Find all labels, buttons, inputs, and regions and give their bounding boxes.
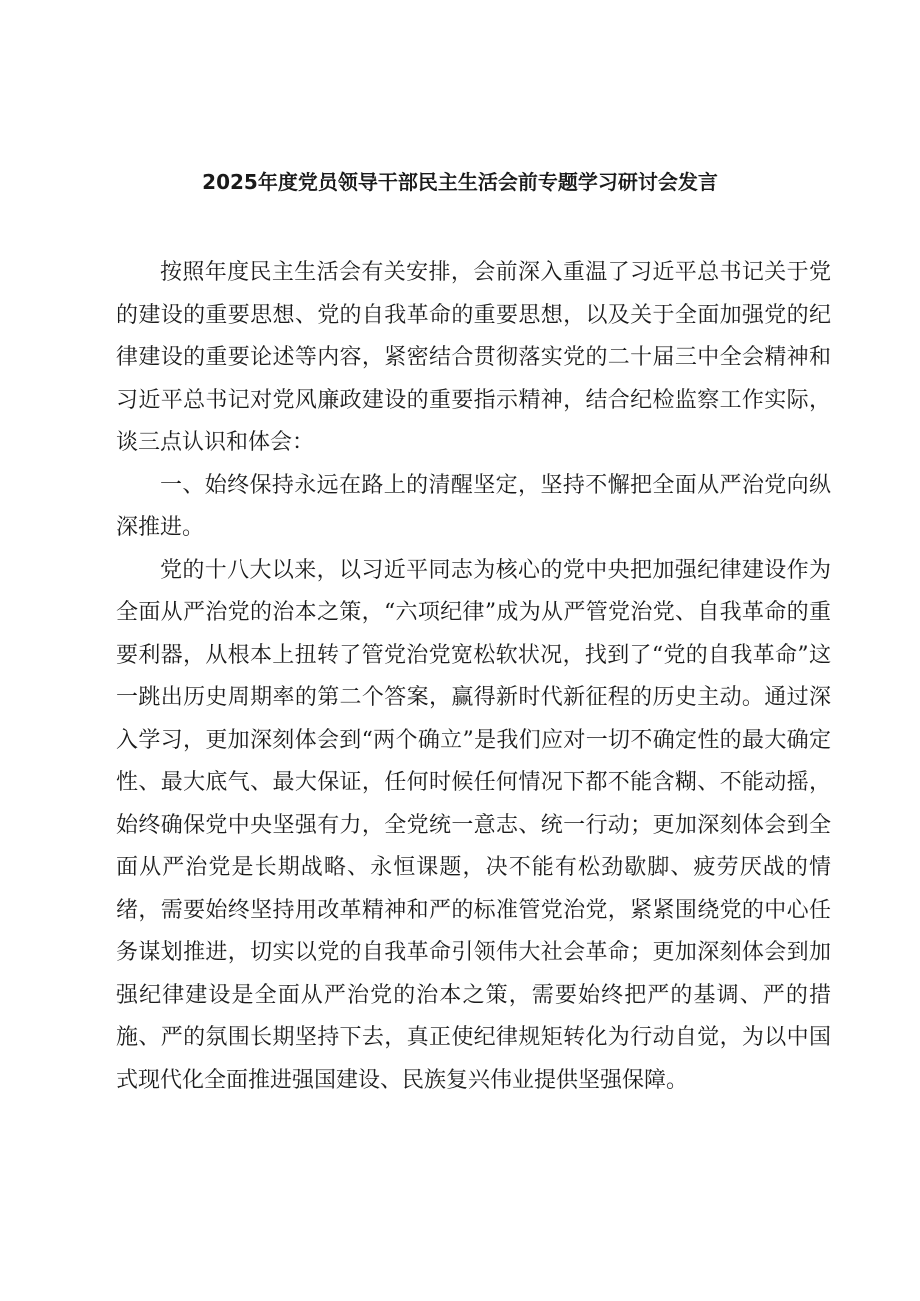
document-title: 2025年度党员领导干部民主生活会前专题学习研讨会发言 [202, 170, 718, 194]
paragraph-intro: 按照年度民主生活会有关安排，会前深入重温了习近平总书记关于党的建设的重要思想、党的自我革命的重要思想，以及关于全面加强党的纪律建设的重要论述等内容，紧密结合贯彻落实党的二十届三中全会精神和习近平总书记对党风廉政建设的重要指示精神，结合纪检监察工作实际，谈三点认识和体会： [116, 260, 831, 455]
paragraph-section-heading-1: 一、始终保持永远在路上的清醒坚定，坚持不懈把全面从严治党向纵深推进。 [116, 472, 831, 540]
document-body [116, 252, 831, 1102]
paragraph-section-body-1: 党的十八大以来，以习近平同志为核心的党中央把加强纪律建设作为全面从严治党的治本之策，“六项纪律”成为从严管党治党、自我革命的重要利器，从根本上扭转了管党治党宽松软状况，找到了“党的自我革命”这一跳出历史周期率的第二个答案，赢得新时代新征程的历史主动。通过深入学习，更加深刻体会到“两个确立”是我们应对一切不确定性的最大确定性、最大底气、最大保证，任何时候任何情况下都不能含糊、不能动摇，始终确保党中央坚强有力，全党统一意志、统一行动；更加深刻体会到全面从严治党是长期战略、永恒课题，决不能有松劲歇脚、疲劳厌战的情绪，需要始终坚持用改革精神和严的标准管党治党，紧紧围绕党的中心任务谋划推进，切实以党的自我革命引领伟大社会革命；更加深刻体会到加强纪律建设是全面从严治党的治本之策，需要始终把严的基调、严的措施、严的氛围长期坚持下去，真正使纪律规矩转化为行动自觉，为以中国式现代化全面推进强国建设、民族复兴伟业提供坚强保障。 [116, 557, 831, 1093]
